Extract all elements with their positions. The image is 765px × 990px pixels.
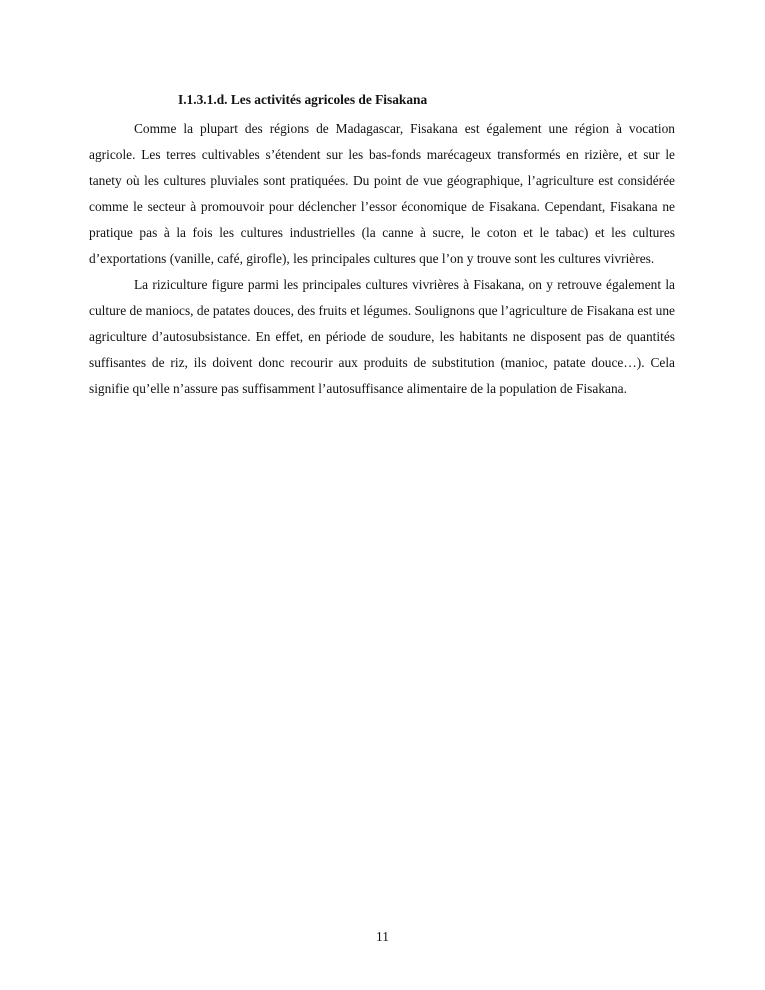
- body-text: [89, 116, 675, 402]
- paragraph-1: Comme la plupart des régions de Madagascar, Fisakana est également une région à vocation agricole. Les terres cultivables s’étendent sur les bas-fonds marécageux transformés en rizière, et sur le tanety où les cultures pluviales sont pratiquées. Du point de vue géographique, l’agriculture est considérée comme le secteur à promouvoir pour déclencher l’essor économique de Fisakana. Cependant, Fisakana ne pratique pas à la fois les cultures industrielles (la canne à sucre, le coton et le tabac) et les cultures d’exportations (vanille, café, girofle), les principales cultures que l’on y trouve sont les cultures vivrières.: [89, 121, 675, 266]
- page-number: 11: [376, 929, 389, 944]
- section-heading: I.1.3.1.d. Les activités agricoles de Fisakana: [178, 92, 428, 107]
- paragraph-2: La riziculture figure parmi les principales cultures vivrières à Fisakana, on y retrouve également la culture de maniocs, de patates douces, des fruits et légumes. Soulignons que l’agriculture de Fisakana est une agriculture d’autosubsistance. En effet, en période de soudure, les habitants ne disposent pas de quantités suffisantes de riz, ils doivent donc recourir aux produits de substitution (manioc, patate douce…). Cela signifie qu’elle n’assure pas suffisamment l’autosuffisance alimentaire de la population de Fisakana.: [89, 277, 675, 396]
